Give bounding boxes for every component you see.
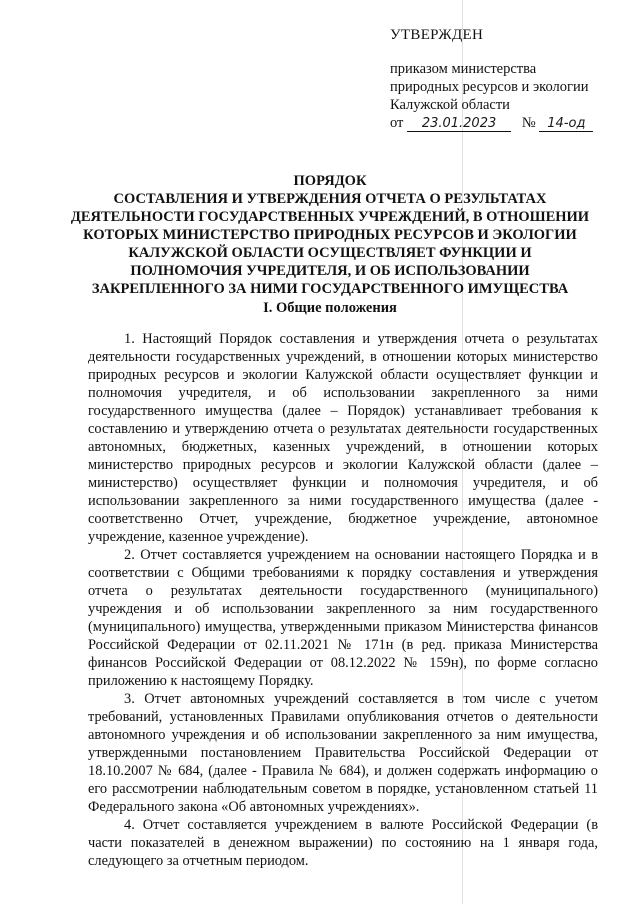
- paragraph-3: 3. Отчет автономных учреждений составляется в том числе с учетом требований, установленных Правилами опубликования отчетов о деятельности автономного учреждения и об использовании закрепленного за ним имущества, утвержденными постановлением Правительства Российской Федерации от 18.10.2007 № 684, (далее - Правила № 684), и должен содержать информацию о его рассмотрении наблюдательным советом в порядке, установленном статьей 11 Федерального закона «Об автономных учреждениях».: [88, 691, 598, 815]
- paragraph-4: 4. Отчет составляется учреждением в валюте Российской Федерации (в части показателей в денежном выражении) по состоянию на 1 января года, следующего за отчетным периодом.: [88, 817, 598, 869]
- title-line-3: ДЕЯТЕЛЬНОСТИ ГОСУДАРСТВЕННЫХ УЧРЕЖДЕНИЙ, В ОТНОШЕНИИ: [70, 209, 590, 225]
- title-line-5: КАЛУЖСКОЙ ОБЛАСТИ ОСУЩЕСТВЛЯЕТ ФУНКЦИИ И: [128, 245, 532, 261]
- from-label: от: [390, 115, 404, 131]
- number-label: №: [521, 115, 536, 131]
- handwritten-date: 23.01.2023: [407, 117, 511, 132]
- approval-heading: УТВЕРЖДЕН: [390, 27, 484, 43]
- paragraph-2: 2. Отчет составляется учреждением на основании настоящего Порядка и в соответствии с Общими требованиями к порядку составления и утверждения отчета о результатах деятельности государственного (муниципального) учреждения и об использовании закрепленного за ним государственного (муниципального) имущества, утвержденными приказом Министерства финансов Российской Федерации от 02.11.2021 № 171н (в ред. приказа Министерства финансов Российской Федерации от 08.12.2022 № 159н), по форме согласно приложению к настоящему Порядку.: [88, 547, 598, 689]
- document-body: [88, 330, 598, 870]
- title-line-7: ЗАКРЕПЛЕННОГО ЗА НИМИ ГОСУДАРСТВЕННОГО ИМУЩЕСТВА: [91, 281, 569, 297]
- document-title: [70, 172, 590, 298]
- approval-line-3: Калужской области: [390, 97, 510, 113]
- approval-line-2: природных ресурсов и экологии: [390, 79, 589, 95]
- paragraph-1: 1. Настоящий Порядок составления и утверждения отчета о результатах деятельности государственных учреждений, в отношении которых министерство природных ресурсов и экологии Калужской области осуществляет функции и полномочия учредителя, и об использовании закрепленного за ними государственного имущества (далее – Порядок) устанавливает требования к составлению и утверждению отчета о результатах деятельности государственных автономных, бюджетных, казенных учреждений, в отношении которых министерство природных ресурсов и экологии Калужской области (далее – министерство) осуществляет функции и полномочия учредителя, и об использовании закрепленного за ними государственного имущества (далее - соответственно Отчет, учреждение, бюджетное учреждение, автономное учреждение, казенное учреждение).: [88, 331, 598, 545]
- title-line-6: ПОЛНОМОЧИЯ УЧРЕДИТЕЛЯ, И ОБ ИСПОЛЬЗОВАНИИ: [130, 263, 530, 279]
- approval-line-1: приказом министерства: [390, 61, 537, 77]
- title-line-1: ПОРЯДОК: [293, 173, 367, 189]
- handwritten-number: 14-од: [539, 117, 593, 132]
- title-line-2: СОСТАВЛЕНИЯ И УТВЕРЖДЕНИЯ ОТЧЕТА О РЕЗУЛЬТАТАХ: [113, 191, 547, 207]
- approval-date-line: [390, 114, 630, 132]
- approval-stamp-block: [390, 26, 630, 132]
- title-line-4: КОТОРЫХ МИНИСТЕРСТВО ПРИРОДНЫХ РЕСУРСОВ И ЭКОЛОГИИ: [83, 227, 577, 243]
- section-heading: I. Общие положения: [263, 300, 397, 316]
